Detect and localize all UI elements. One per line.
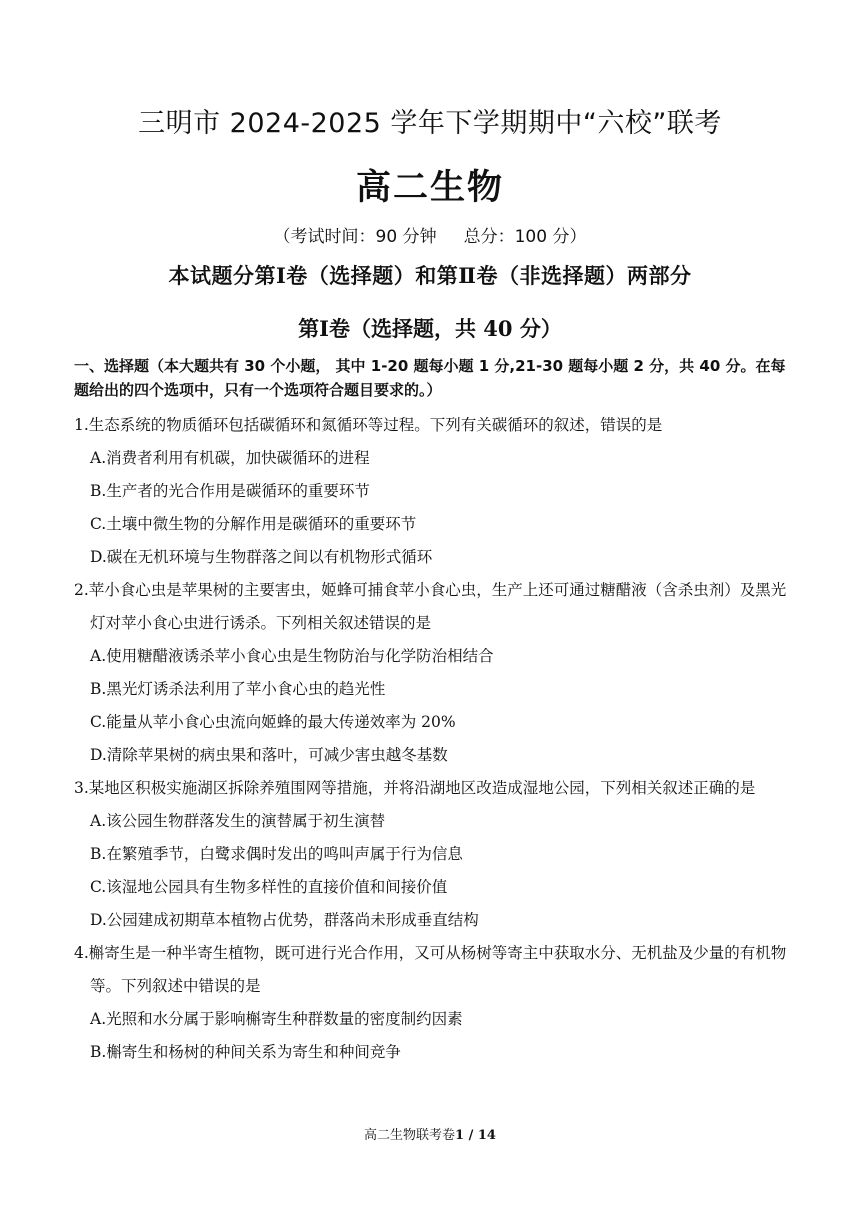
question-stem: 4.槲寄生是一种半寄生植物，既可进行光合作用，又可从杨树等寄主中获取水分、无机盐及少量的有机物等。下列叙述中错误的是 [74, 944, 787, 995]
page-footer [0, 1124, 860, 1143]
question-stem: 3.某地区积极实施湖区拆除养殖围网等措施，并将沿湖地区改造成湿地公园，下列相关叙述正确的是 [74, 779, 756, 797]
page-current: 1 [455, 1128, 465, 1143]
question-option-b: B.黑光灯诱杀法利用了苹小食心虫的趋光性 [90, 680, 386, 698]
question-option-d: D.碳在无机环境与生物群落之间以有机物形式循环 [90, 548, 433, 566]
question-stem: 1.生态系统的物质循环包括碳循环和氮循环等过程。下列有关碳循环的叙述，错误的是 [74, 416, 663, 434]
question-option-b: B.在繁殖季节，白鹭求偶时发出的鸣叫声属于行为信息 [90, 845, 463, 863]
page-number [455, 1128, 496, 1143]
question-4 [74, 937, 790, 1069]
question-2 [74, 574, 790, 772]
question-option-a: A.使用糖醋液诱杀苹小食心虫是生物防治与化学防治相结合 [90, 647, 494, 665]
question-option-a: A.光照和水分属于影响槲寄生种群数量的密度制约因素 [90, 1010, 463, 1028]
question-stem: 2.苹小食心虫是苹果树的主要害虫，姬蜂可捕食苹小食心虫，生产上还可通过糖醋液（含杀虫剂）及黑光灯对苹小食心虫进行诱杀。下列相关叙述错误的是 [74, 581, 787, 632]
exam-structure-note: 本试题分第Ⅰ卷（选择题）和第Ⅱ卷（非选择题）两部分 [168, 263, 692, 288]
exam-time-and-score: （考试时间：90 分钟 总分：100 分） [273, 227, 587, 247]
question-option-c: C.土壤中微生物的分解作用是碳循环的重要环节 [90, 515, 417, 533]
question-option-b: B.槲寄生和杨树的种间关系为寄生和种间竞争 [90, 1043, 401, 1061]
volume-heading: 第Ⅰ卷（选择题，共 40 分） [298, 316, 562, 341]
page-total: 14 [477, 1128, 496, 1143]
exam-title: 三明市 2024-2025 学年下学期期中“六校”联考 [138, 108, 722, 139]
question-option-c: C.该湿地公园具有生物多样性的直接价值和间接价值 [90, 878, 448, 896]
question-option-a: A.该公园生物群落发生的演替属于初生演替 [90, 812, 386, 830]
exam-subject: 高二生物 [355, 168, 504, 208]
question-option-b: B.生产者的光合作用是碳循环的重要环节 [90, 482, 370, 500]
question-list [74, 409, 790, 1069]
footer-label: 高二生物联考卷 [364, 1128, 456, 1143]
page-separator: / [464, 1128, 478, 1143]
question-option-d: D.清除苹果树的病虫果和落叶，可减少害虫越冬基数 [90, 746, 448, 764]
section-heading: 一、选择题（本大题共有 30 个小题， 其中 1-20 题每小题 1 分,21-30 题每小题 2 分，共 40 分。在每题给出的四个选项中，只有一个选项符合题目要求的。） [74, 357, 786, 399]
question-option-c: C.能量从苹小食心虫流向姬蜂的最大传递效率为 20% [90, 713, 456, 731]
question-1 [74, 409, 790, 574]
question-3 [74, 772, 790, 937]
question-option-d: D.公园建成初期草本植物占优势，群落尚未形成垂直结构 [90, 911, 479, 929]
question-option-a: A.消费者利用有机碳，加快碳循环的进程 [90, 449, 370, 467]
